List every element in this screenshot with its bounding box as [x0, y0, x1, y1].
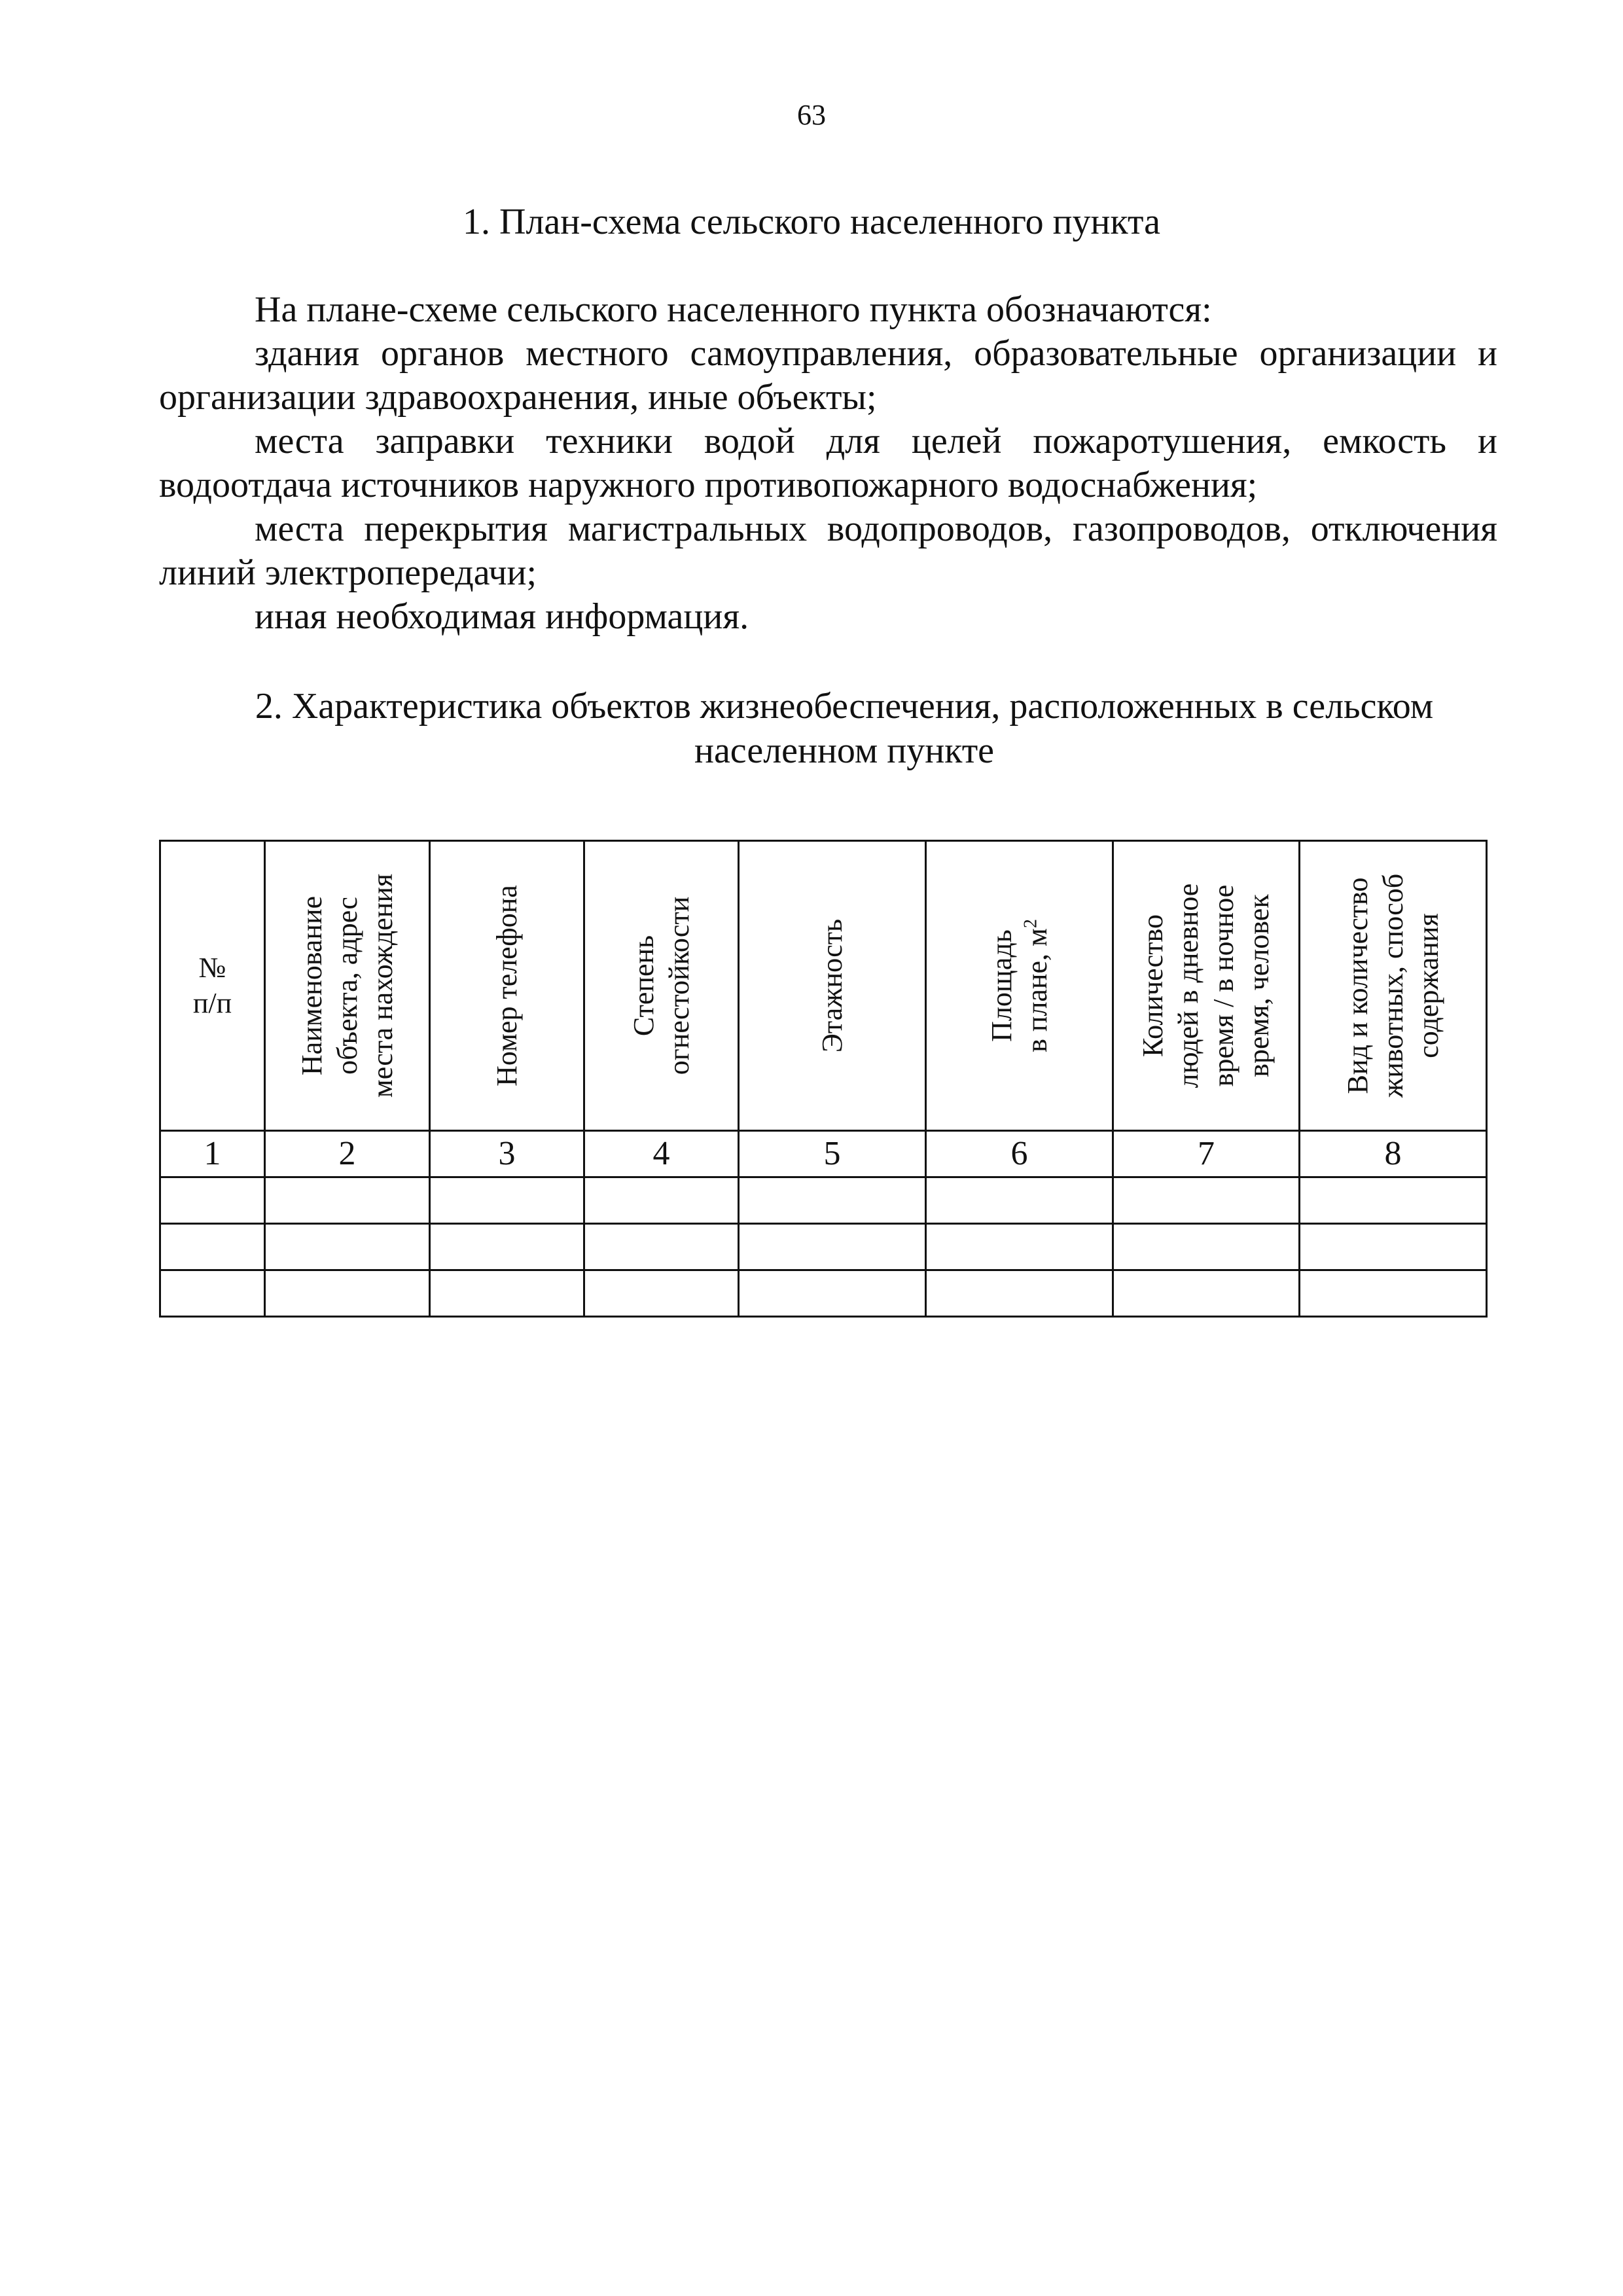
table-cell [584, 1270, 739, 1317]
header-cell-name [265, 841, 430, 1131]
header-label: № п/п [192, 952, 232, 1019]
section2-title: 2. Характеристика объектов жизнеобеспечения, расположенных в сельском населенном пункте [255, 686, 1434, 771]
section1-body [159, 288, 1497, 639]
column-number: 3 [430, 1131, 584, 1177]
column-number: 5 [739, 1131, 926, 1177]
table-cell [584, 1224, 739, 1270]
table-cell [926, 1224, 1113, 1270]
table-row [160, 1177, 1487, 1224]
superscript: 2 [1020, 919, 1041, 929]
header-cell-people [1113, 841, 1300, 1131]
table-header-row [160, 841, 1487, 1131]
table-cell [265, 1270, 430, 1317]
column-number: 4 [584, 1131, 739, 1177]
header-label: Наименование объекта, адрес места нахождения [295, 873, 399, 1098]
header-cell-animals [1300, 841, 1487, 1131]
section1-title: 1. План-схема сельского населенного пункта [463, 202, 1160, 242]
table-cell [160, 1177, 265, 1224]
paragraph: иная необходимая информация. [255, 596, 749, 637]
table-row [160, 1270, 1487, 1317]
paragraph: места заправки техники водой для целей пожаротушения, емкость и водоотдача источников наружного противопожарного водоснабжения; [159, 421, 1497, 505]
header-label-area [984, 848, 1055, 1123]
table-cell [739, 1224, 926, 1270]
objects-table [159, 840, 1488, 1318]
header-label: Площадь в плане, м [985, 928, 1053, 1052]
header-cell-number [160, 841, 265, 1131]
header-label: Номер телефона [490, 885, 523, 1086]
paragraph: здания органов местного самоуправления, образовательные организации и организации здравоохранения, иные объекты; [159, 333, 1497, 418]
table-cell [1300, 1224, 1487, 1270]
table-cell [430, 1177, 584, 1224]
table-cell [430, 1270, 584, 1317]
table-cell [160, 1224, 265, 1270]
table-cell [739, 1177, 926, 1224]
table-row [160, 1224, 1487, 1270]
column-number: 1 [160, 1131, 265, 1177]
table-cell [926, 1177, 1113, 1224]
column-number: 6 [926, 1131, 1113, 1177]
header-label: Количество людей в дневное время / в ночное время, человек [1137, 883, 1275, 1088]
header-cell-floors [739, 841, 926, 1131]
paragraph: места перекрытия магистральных водопроводов, газопроводов, отключения линий электропередачи; [159, 509, 1497, 593]
table-cell [1113, 1270, 1300, 1317]
header-cell-fire-resistance [584, 841, 739, 1131]
header-label: Вид и количество животных, способ содержания [1341, 873, 1444, 1098]
table-cell [160, 1270, 265, 1317]
table-cell [739, 1270, 926, 1317]
page-number: 63 [797, 99, 826, 131]
header-cell-area [926, 841, 1113, 1131]
table-cell [430, 1224, 584, 1270]
table-cell [1300, 1177, 1487, 1224]
header-cell-phone [430, 841, 584, 1131]
table-column-numbers-row [160, 1131, 1487, 1177]
header-label: Этажность [815, 918, 848, 1053]
table-cell [1113, 1177, 1300, 1224]
table-cell [584, 1177, 739, 1224]
table-cell [926, 1270, 1113, 1317]
paragraph: На плане-схеме сельского населенного пункта обозначаются: [255, 289, 1212, 330]
header-label: Степень огнестойкости [627, 896, 695, 1075]
table-cell [1113, 1224, 1300, 1270]
column-number: 7 [1113, 1131, 1300, 1177]
column-number: 2 [265, 1131, 430, 1177]
table-cell [265, 1224, 430, 1270]
column-number: 8 [1300, 1131, 1487, 1177]
table-cell [1300, 1270, 1487, 1317]
table-cell [265, 1177, 430, 1224]
